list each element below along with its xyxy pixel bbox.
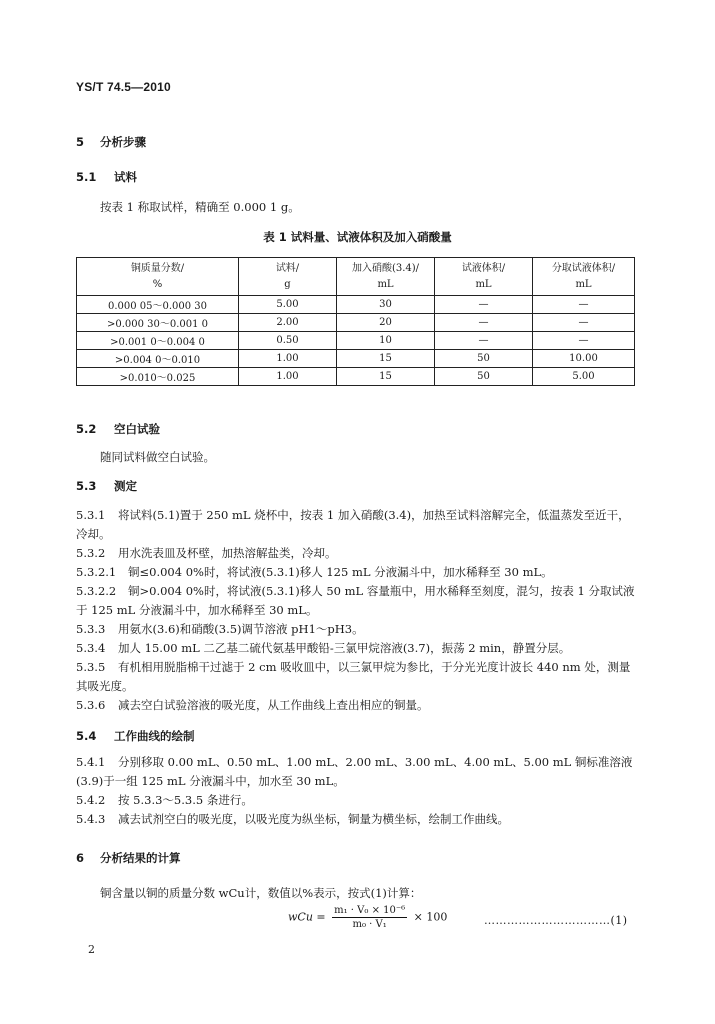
- table-cell: >0.010～0.025: [77, 368, 239, 386]
- formula-lhs: wCu: [288, 910, 313, 924]
- header-unit: g: [284, 278, 291, 290]
- step-text: 减去试剂空白的吸光度，以吸光度为纵坐标，铜量为横坐标，绘制工作曲线。: [118, 812, 509, 826]
- section-title: 测定: [114, 479, 138, 493]
- page-number: 2: [88, 943, 95, 956]
- table-cell: 10.00: [533, 350, 635, 368]
- table-cell: —: [533, 332, 635, 350]
- section-number: 5.3: [76, 479, 97, 493]
- table-row: [77, 368, 635, 386]
- table-cell: >0.001 0～0.004 0: [77, 332, 239, 350]
- table-cell: 5.00: [239, 296, 337, 314]
- section-6-heading: [76, 850, 181, 866]
- header-cell: [435, 258, 533, 296]
- step-5-4-2: [76, 791, 636, 810]
- header-unit: mL: [475, 278, 492, 290]
- table-cell: 1.00: [239, 368, 337, 386]
- step-number: 5.3.2.1: [76, 565, 117, 579]
- header-line: 加入硝酸(3.4)/: [351, 262, 420, 274]
- table-cell: 15: [337, 350, 435, 368]
- header-cell: [77, 258, 239, 296]
- table-cell: —: [533, 314, 635, 332]
- header-line: 试液体积/: [461, 262, 506, 274]
- table-header-row: [77, 258, 635, 296]
- section-title: 分析步骤: [100, 135, 147, 149]
- step-text: 铜>0.004 0%时，将试液(5.3.1)移人 50 mL 容量瓶中，用水稀释至刻度，混匀，按表 1 分取试液于 125 mL 分液漏斗中，加水稀释至 30 mL。: [76, 584, 635, 617]
- step-number: 5.4.1: [76, 755, 106, 769]
- table-cell: 50: [435, 368, 533, 386]
- formula-fraction: [332, 905, 407, 930]
- header-unit: mL: [575, 278, 592, 290]
- table-cell: 0.000 05～0.000 30: [77, 296, 239, 314]
- step-number: 5.3.1: [76, 508, 106, 522]
- step-5-3-6: [76, 696, 636, 715]
- step-number: 5.3.2: [76, 546, 106, 560]
- step-number: 5.3.2.2: [76, 584, 117, 598]
- header-line: 试料/: [275, 262, 300, 274]
- table-cell: >0.000 30～0.001 0: [77, 314, 239, 332]
- step-number: 5.3.3: [76, 622, 106, 636]
- section-number: 5.2: [76, 422, 97, 436]
- step-5-3-2: [76, 544, 636, 563]
- step-5-3-4: [76, 639, 636, 658]
- section-number: 5.4: [76, 729, 97, 743]
- step-text: 将试料(5.1)置于 250 mL 烧杯中，按表 1 加入硝酸(3.4)，加热至试料溶解完全，低温蒸发至近干，冷却。: [76, 508, 630, 541]
- step-text: 按 5.3.3～5.3.5 条进行。: [118, 793, 253, 807]
- table-cell: >0.004 0～0.010: [77, 350, 239, 368]
- section-5-1-heading: [76, 169, 137, 185]
- table-row: [77, 332, 635, 350]
- section-6-text: 铜含量以铜的质量分数 wCu计，数值以%表示，按式(1)计算：: [100, 886, 422, 900]
- section-5-heading: [76, 134, 146, 150]
- section-5-2-heading: [76, 421, 160, 437]
- table-cell: —: [435, 332, 533, 350]
- step-text: 有机相用脱脂棉干过滤于 2 cm 吸收皿中，以三氯甲烷为参比，于分光光度计波长 440 nm 处，测量其吸光度。: [76, 660, 631, 693]
- step-text: 分别移取 0.00 mL、0.50 mL、1.00 mL、2.00 mL、3.00 mL、4.00 mL、5.00 mL 铜标准溶液(3.9)于一组 125 mL 分液漏斗中，加水至 30 mL。: [76, 755, 633, 788]
- step-text: 减去空白试验溶液的吸光度，从工作曲线上查出相应的铜量。: [118, 698, 429, 712]
- step-5-3-3: [76, 620, 636, 639]
- step-5-3-2-1: [76, 563, 636, 582]
- table-cell: 2.00: [239, 314, 337, 332]
- header-cell: [337, 258, 435, 296]
- section-title: 工作曲线的绘制: [114, 729, 195, 743]
- table-cell: 1.00: [239, 350, 337, 368]
- table-caption: 表 1 试料量、试液体积及加入硝酸量: [263, 230, 452, 244]
- step-5-4-3: [76, 810, 636, 829]
- header-line: 铜质量分数/: [130, 262, 185, 274]
- step-number: 5.3.4: [76, 641, 106, 655]
- table-row: [77, 296, 635, 314]
- header-cell: [533, 258, 635, 296]
- equation-label: ……………………………(1): [484, 914, 628, 927]
- table-row: [77, 350, 635, 368]
- table-row: [77, 314, 635, 332]
- header-line: 分取试液体积/: [551, 262, 616, 274]
- formula-1: [288, 905, 447, 930]
- step-text: 用水洗表皿及杯壁，加热溶解盐类，冷却。: [118, 546, 337, 560]
- table-cell: 30: [337, 296, 435, 314]
- standard-header: YS/T 74.5—2010: [76, 80, 171, 94]
- section-number: 5: [76, 135, 85, 149]
- table-cell: 0.50: [239, 332, 337, 350]
- step-5-3-5: [76, 658, 636, 696]
- step-number: 5.3.5: [76, 660, 106, 674]
- table-cell: 10: [337, 332, 435, 350]
- table-cell: —: [435, 296, 533, 314]
- section-5-1-text: 按表 1 称取试样，精确至 0.000 1 g。: [100, 200, 300, 214]
- section-title: 空白试验: [114, 422, 161, 436]
- step-5-3-1: [76, 506, 636, 544]
- step-5-4-1: [76, 753, 636, 791]
- header-unit: mL: [377, 278, 394, 290]
- table-cell: —: [435, 314, 533, 332]
- formula-factor: × 100: [413, 910, 448, 924]
- section-title: 试料: [114, 170, 138, 184]
- section-title: 分析结果的计算: [100, 851, 181, 865]
- step-number: 5.4.2: [76, 793, 106, 807]
- step-text: 用氨水(3.6)和硝酸(3.5)调节溶液 pH1～pH3。: [118, 622, 364, 636]
- table-cell: —: [533, 296, 635, 314]
- formula-denominator: m₀ · V₁: [352, 919, 387, 930]
- table-1: [76, 257, 635, 386]
- section-5-4-heading: [76, 728, 195, 744]
- section-number: 5.1: [76, 170, 97, 184]
- step-number: 5.3.6: [76, 698, 106, 712]
- section-number: 6: [76, 851, 85, 865]
- formula-numerator: m₁ · V₀ × 10⁻⁶: [334, 905, 406, 916]
- table-cell: 15: [337, 368, 435, 386]
- step-text: 加人 15.00 mL 二乙基二硫代氨基甲酸铅-三氯甲烷溶液(3.7)，振荡 2 min，静置分层。: [118, 641, 571, 655]
- section-5-3-heading: [76, 478, 137, 494]
- equals-sign: =: [316, 910, 326, 924]
- table-cell: 20: [337, 314, 435, 332]
- step-5-3-2-2: [76, 582, 636, 620]
- section-5-2-text: 随同试料做空白试验。: [100, 450, 215, 464]
- table-cell: 50: [435, 350, 533, 368]
- header-unit: %: [152, 278, 163, 290]
- table-cell: 5.00: [533, 368, 635, 386]
- header-cell: [239, 258, 337, 296]
- step-text: 铜≤0.004 0%时，将试液(5.3.1)移人 125 mL 分液漏斗中，加水稀释至 30 mL。: [128, 565, 553, 579]
- step-number: 5.4.3: [76, 812, 106, 826]
